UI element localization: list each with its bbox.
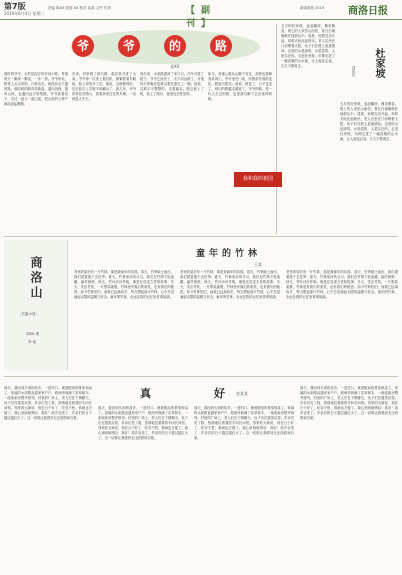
anniversary-stamp: 我和我的祖国 bbox=[234, 172, 282, 187]
story3-column: 那天，我回到久别的故乡，一进村口，就被眼前的景象惊呆了。宽阔的水泥路直通家家户户，路两旁栽满了花草树木，一座座新房整齐排列。村里的广场上，老人们在下棋聊天，孩子们在嬉笑玩耍。乡亲们见了我，热情地拉着我的手问长问短。邻家的大婶说，现在日子好了，吃穿不愁，看病也方便了。我心里暗暗感叹：真好！故乡变美了，乡亲们的日子越过越红火了。这一切都让我感到无比欣慰和自豪。 bbox=[300, 386, 398, 420]
story1-column: 那时的爷爷，走的是泥泞的乡间小路，每逢雨天一脚深一脚浅，一步一滑。爷爷常说，路是人走出来的，只要肯走，就没有走不通的路。那时候的路弯弯曲曲，通向田野，通向山林，也通向远方的集镇。爷爷挑着担子，走过一道又一道山梁，把山里的土特产换成油盐酱醋。 bbox=[4, 72, 68, 106]
story1-title-char: 的 bbox=[164, 35, 186, 57]
book-cover bbox=[4, 240, 68, 370]
section-label: 【副刊】 bbox=[185, 6, 216, 29]
story1-column: 后来，村里修了砂石路，拖拉机开进了山沟。爷爷第一次坐上拖拉机，紧紧抓着车厢板，脸上却笑开了花。他说，这路修得好，往后娃们上学就不用翻山了。那几年，爷爷常常站在路口，看着来来往往的车辆，一站就是大半天。 bbox=[72, 72, 136, 101]
side-story-byline: 刘某某 bbox=[352, 66, 356, 77]
side-story-text: 五月的杜家坡，麦浪翻滚，槐花飘香。坡上的人家依山而居，青瓦白墙掩映在绿树丛中。清晨，炊烟袅袅升起，鸡鸣犬吠此起彼伏。老人们坐在门前晒着太阳，孩子们在坡上追逐嬉戏。这里的山是绿的，水是清的，人是实在的。走进杜家坡，仿佛走进了一幅淡雅的山水画，让人流连忘返，久久不愿离去。 bbox=[340, 102, 398, 141]
story3-title-part: 好 bbox=[214, 387, 227, 400]
book-author-2: 李 某 bbox=[28, 340, 37, 344]
section-divider bbox=[4, 376, 398, 377]
page-header bbox=[0, 0, 402, 29]
section-divider bbox=[4, 236, 398, 237]
story2-column: 老家的屋后有一片竹林，那是我童年的乐园。春天，竹笋破土而出，我们提着篮子去挖笋；夏天，竹林里凉风习习，我们在竹荫下捉迷藏、编竹蚂蚱；秋天，竹叶沙沙作响，像是在讲述古老的故事；冬天，雪压竹枝，一片银装素裹。竹林里有我们的欢笑，也有我们的秘密。如今竹林依旧，而我已远离故乡，每当想起那片竹林，心中总是涌起无限的温暖与怀念。童年的竹林，永远在我的记忆里青翠欲滴。 bbox=[286, 270, 398, 299]
story2-column: 老家的屋后有一片竹林，那是我童年的乐园。春天，竹笋破土而出，我们提着篮子去挖笋；夏天，竹林里凉风习习，我们在竹荫下捉迷藏、编竹蚂蚱；秋天，竹叶沙沙作响，像是在讲述古老的故事；冬天，雪压竹枝，一片银装素裹。竹林里有我们的欢笑，也有我们的秘密。如今竹林依旧，而我已远离故乡，每当想起那片竹林，心中总是涌起无限的温暖与怀念。童年的竹林，永远在我的记忆里青翠欲滴。 bbox=[74, 270, 174, 299]
book-title: 商洛山 bbox=[29, 256, 43, 301]
column-divider bbox=[276, 24, 277, 234]
newspaper-logo: 商洛日报 bbox=[348, 6, 388, 17]
story1-title-char: 爷 bbox=[118, 35, 140, 57]
side-story-text: 五月的杜家坡，麦浪翻滚，槐花飘香。坡上的人家依山而居，青瓦白墙掩映在绿树丛中。清晨，炊烟袅袅升起，鸡鸣犬吠此起彼伏。老人们坐在门前晒着太阳，孩子们在坡上追逐嬉戏。这里的山是绿的，水是清的，人是实在的。走进杜家坡，仿佛走进了一幅淡雅的山水画，让人流连忘返，久久不愿离去。 bbox=[281, 24, 335, 68]
story3-column: 那天，我回到久别的故乡，一进村口，就被眼前的景象惊呆了。宽阔的水泥路直通家家户户，路两旁栽满了花草树木，一座座新房整齐排列。村里的广场上，老人们在下棋聊天，孩子们在嬉笑玩耍。乡亲们见了我，热情地拉着我的手问长问短。邻家的大婶说，现在日子好了，吃穿不愁，看病也方便了。我心里暗暗感叹：真好！故乡变美了，乡亲们的日子越过越红火了。这一切都让我感到无比欣慰和自豪。 bbox=[4, 386, 92, 420]
story3-column: 那天，我回到久别的故乡，一进村口，就被眼前的景象惊呆了。宽阔的水泥路直通家家户户，路两旁栽满了花草树木，一座座新房整齐排列。村里的广场上，老人们在下棋聊天，孩子们在嬉笑玩耍。乡亲们见了我，热情地拉着我的手问长问短。邻家的大婶说，现在日子好了，吃穿不愁，看病也方便了。我心里暗暗感叹：真好！故乡变美了，乡亲们的日子越过越红火了。这一切都让我感到无比欣慰和自豪。 bbox=[194, 406, 294, 440]
story1-byline: 张XX bbox=[170, 64, 180, 69]
story2-byline: 王某 bbox=[254, 262, 262, 267]
book-author: 刘XX 著 bbox=[26, 332, 40, 336]
story3-byline: 赵某某 bbox=[236, 391, 248, 396]
story1-title-char: 路 bbox=[210, 35, 232, 57]
story1-column: 再后来，水泥路通到了家门口，汽车开进了院子。爷爷已经老了，走不动远路了，可他每天傍晚还是要沿着村道走上一圈。他说，这路平平整整的，走着踏实。路边栽上了树，装上了路灯，夜里也亮堂堂的。 bbox=[140, 72, 204, 96]
story3-column: 那天，我回到久别的故乡，一进村口，就被眼前的景象惊呆了。宽阔的水泥路直通家家户户，路两旁栽满了花草树木，一座座新房整齐排列。村里的广场上，老人们在下棋聊天，孩子们在嬉笑玩耍。乡亲们见了我，热情地拉着我的手问长问短。邻家的大婶说，现在日子好了，吃穿不愁，看病也方便了。我心里暗暗感叹：真好！故乡变美了，乡亲们的日子越过越红火了。这一切都让我感到无比欣慰和自豪。 bbox=[98, 406, 188, 440]
page-number: 第7版 bbox=[4, 2, 26, 11]
story1-column: 如今，高速公路从山脚下穿过，高铁也要修到县城了。爷爷坐在门前，听我讲外面的变化，眼里闪着光。他说，路变了，日子也变了，咱们的路越走越宽了。爷爷的路，是一代人走过的路，也是我们脚下正在延伸的路。 bbox=[208, 72, 272, 101]
story3-title-part: 真 bbox=[140, 387, 153, 400]
side-story-title: 杜家坡 bbox=[373, 48, 384, 78]
story2-title: 童年的竹林 bbox=[196, 249, 262, 259]
book-subtitle: 〔长篇小说〕 bbox=[18, 312, 39, 316]
issue-info: 新闻晨报 2019 bbox=[300, 6, 325, 10]
issue-date: 2019年6月4日 星期二 bbox=[4, 11, 45, 16]
story2-column: 老家的屋后有一片竹林，那是我童年的乐园。春天，竹笋破土而出，我们提着篮子去挖笋；夏天，竹林里凉风习习，我们在竹荫下捉迷藏、编竹蚂蚱；秋天，竹叶沙沙作响，像是在讲述古老的故事；冬天，雪压竹枝，一片银装素裹。竹林里有我们的欢笑，也有我们的秘密。如今竹林依旧，而我已远离故乡，每当想起那片竹林，心中总是涌起无限的温暖与怀念。童年的竹林，永远在我的记忆里青翠欲滴。 bbox=[180, 270, 280, 299]
story1-title-char: 爷 bbox=[72, 35, 94, 57]
editor-credits: 责编 陈XX 版面 XX 校对 某某 文件 作者 bbox=[48, 6, 111, 10]
